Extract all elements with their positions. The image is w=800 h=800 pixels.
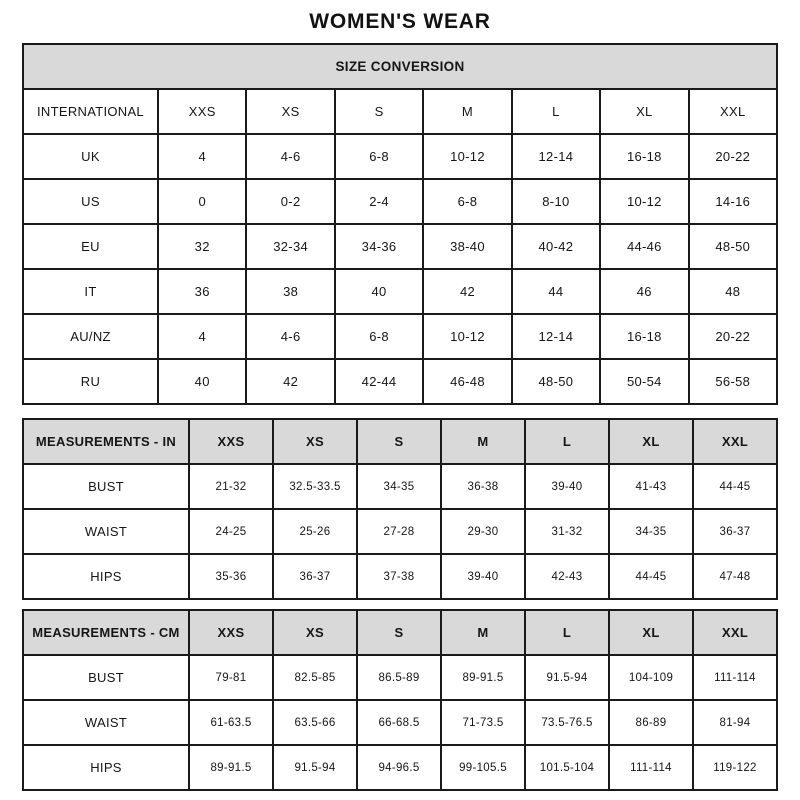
measurements-in-waist-xxl: 36-37: [693, 509, 777, 554]
size-conversion-eu-m: 38-40: [423, 224, 511, 269]
measurements-in-header-row: [23, 419, 777, 464]
size-conversion-au-nz-xs: 4-6: [246, 314, 334, 359]
measurements-in-bust-xxs: 21-32: [189, 464, 273, 509]
size-conversion-ru-l: 48-50: [512, 359, 600, 404]
size-conversion-col-header-xs: XS: [246, 89, 334, 134]
measurements-in-bust-l: 39-40: [525, 464, 609, 509]
measurements-cm-table-body: [23, 610, 777, 790]
size-conversion-us-xl: 10-12: [600, 179, 688, 224]
measurements-in-bust-s: 34-35: [357, 464, 441, 509]
measurements-in-hips-xs: 36-37: [273, 554, 357, 599]
page-title: WOMEN'S WEAR: [309, 10, 491, 33]
size-conversion-ru-xxl: 56-58: [689, 359, 777, 404]
measurements-cm-hips-xxl: 119-122: [693, 745, 777, 790]
measurements-in-col-header-xxs: XXS: [189, 419, 273, 464]
size-conversion-au-nz-xl: 16-18: [600, 314, 688, 359]
measurements-in-table-body: [23, 419, 777, 599]
size-conversion-it-m: 42: [423, 269, 511, 314]
size-conversion-ru-s: 42-44: [335, 359, 423, 404]
size-conversion-uk-m: 10-12: [423, 134, 511, 179]
measurements-in-hips-l: 42-43: [525, 554, 609, 599]
size-conversion-uk-xxs: 4: [158, 134, 246, 179]
size-conversion-us-xxl: 14-16: [689, 179, 777, 224]
size-conversion-uk-xxl: 20-22: [689, 134, 777, 179]
measurements-cm-bust-xl: 104-109: [609, 655, 693, 700]
measurements-cm-table: [22, 609, 778, 791]
measurements-cm-row-label-waist: WAIST: [23, 700, 189, 745]
measurements-in-waist-xxs: 24-25: [189, 509, 273, 554]
size-conversion-eu-s: 34-36: [335, 224, 423, 269]
measurements-in-bust-xl: 41-43: [609, 464, 693, 509]
size-conversion-col-header-s: S: [335, 89, 423, 134]
size-conversion-row-label-uk: UK: [23, 134, 158, 179]
size-conversion-uk-s: 6-8: [335, 134, 423, 179]
size-conversion-ru-xs: 42: [246, 359, 334, 404]
measurements-in-table: [22, 418, 778, 600]
size-conversion-au-nz-l: 12-14: [512, 314, 600, 359]
measurements-in-row-label-bust: BUST: [23, 464, 189, 509]
measurements-in-col-header-xxl: XXL: [693, 419, 777, 464]
measurements-in-col-header-xl: XL: [609, 419, 693, 464]
size-conversion-it-xl: 46: [600, 269, 688, 314]
measurements-in-col-header-s: S: [357, 419, 441, 464]
measurements-cm-hips-xs: 91.5-94: [273, 745, 357, 790]
size-conversion-ru-m: 46-48: [423, 359, 511, 404]
measurements-in-hips-s: 37-38: [357, 554, 441, 599]
measurements-in-col-header-l: L: [525, 419, 609, 464]
size-conversion-row-au-nz: [23, 314, 777, 359]
size-conversion-row-label-au-nz: AU/NZ: [23, 314, 158, 359]
size-conversion-table: [22, 43, 778, 405]
size-conversion-us-l: 8-10: [512, 179, 600, 224]
size-conversion-eu-xl: 44-46: [600, 224, 688, 269]
measurements-cm-bust-xxs: 79-81: [189, 655, 273, 700]
measurements-cm-waist-m: 71-73.5: [441, 700, 525, 745]
size-conversion-table-body: [23, 44, 777, 404]
size-conversion-row-label-us: US: [23, 179, 158, 224]
size-conversion-it-xxs: 36: [158, 269, 246, 314]
size-conversion-eu-xxl: 48-50: [689, 224, 777, 269]
measurements-cm-bust-xxl: 111-114: [693, 655, 777, 700]
size-conversion-eu-xs: 32-34: [246, 224, 334, 269]
measurements-in-col-header-m: M: [441, 419, 525, 464]
size-conversion-row-it: [23, 269, 777, 314]
size-conversion-it-s: 40: [335, 269, 423, 314]
size-conversion-uk-xl: 16-18: [600, 134, 688, 179]
size-conversion-au-nz-s: 6-8: [335, 314, 423, 359]
measurements-cm-waist-l: 73.5-76.5: [525, 700, 609, 745]
measurements-cm-hips-xl: 111-114: [609, 745, 693, 790]
size-conversion-ru-xxs: 40: [158, 359, 246, 404]
measurements-cm-col-header-l: L: [525, 610, 609, 655]
size-conversion-col-header-xxs: XXS: [158, 89, 246, 134]
measurements-in-row-waist: [23, 509, 777, 554]
measurements-in-waist-s: 27-28: [357, 509, 441, 554]
measurements-cm-row-bust: [23, 655, 777, 700]
measurements-in-waist-m: 29-30: [441, 509, 525, 554]
measurements-in-row-hips: [23, 554, 777, 599]
measurements-cm-hips-s: 94-96.5: [357, 745, 441, 790]
measurements-in-bust-xxl: 44-45: [693, 464, 777, 509]
size-conversion-eu-l: 40-42: [512, 224, 600, 269]
size-conversion-us-xxs: 0: [158, 179, 246, 224]
measurements-cm-waist-s: 66-68.5: [357, 700, 441, 745]
size-conversion-us-m: 6-8: [423, 179, 511, 224]
size-conversion-col-header-l: L: [512, 89, 600, 134]
measurements-cm-col-header-xs: XS: [273, 610, 357, 655]
measurements-in-header-label: MEASUREMENTS - IN: [23, 419, 189, 464]
measurements-cm-bust-xs: 82.5-85: [273, 655, 357, 700]
size-conversion-row-eu: [23, 224, 777, 269]
size-conversion-us-xs: 0-2: [246, 179, 334, 224]
measurements-cm-hips-m: 99-105.5: [441, 745, 525, 790]
size-conversion-au-nz-xxs: 4: [158, 314, 246, 359]
size-conversion-it-xxl: 48: [689, 269, 777, 314]
measurements-cm-col-header-xxl: XXL: [693, 610, 777, 655]
size-conversion-col-header-m: M: [423, 89, 511, 134]
size-conversion-row-ru: [23, 359, 777, 404]
size-conversion-au-nz-xxl: 20-22: [689, 314, 777, 359]
measurements-in-hips-xxl: 47-48: [693, 554, 777, 599]
measurements-cm-bust-s: 86.5-89: [357, 655, 441, 700]
measurements-in-waist-xl: 34-35: [609, 509, 693, 554]
size-conversion-row-label-ru: RU: [23, 359, 158, 404]
measurements-in-hips-xxs: 35-36: [189, 554, 273, 599]
measurements-cm-waist-xxs: 61-63.5: [189, 700, 273, 745]
measurements-cm-bust-m: 89-91.5: [441, 655, 525, 700]
measurements-in-row-bust: [23, 464, 777, 509]
measurements-in-bust-xs: 32.5-33.5: [273, 464, 357, 509]
size-conversion-row-us: [23, 179, 777, 224]
measurements-in-waist-xs: 25-26: [273, 509, 357, 554]
size-conversion-row-uk: [23, 134, 777, 179]
size-conversion-eu-xxs: 32: [158, 224, 246, 269]
size-conversion-header-label: INTERNATIONAL: [23, 89, 158, 134]
size-conversion-uk-xs: 4-6: [246, 134, 334, 179]
measurements-cm-row-label-bust: BUST: [23, 655, 189, 700]
measurements-cm-waist-xxl: 81-94: [693, 700, 777, 745]
size-conversion-it-xs: 38: [246, 269, 334, 314]
measurements-cm-hips-xxs: 89-91.5: [189, 745, 273, 790]
size-conversion-row-label-it: IT: [23, 269, 158, 314]
measurements-in-hips-xl: 44-45: [609, 554, 693, 599]
measurements-cm-header-label: MEASUREMENTS - CM: [23, 610, 189, 655]
size-conversion-col-header-xl: XL: [600, 89, 688, 134]
measurements-cm-col-header-s: S: [357, 610, 441, 655]
size-conversion-au-nz-m: 10-12: [423, 314, 511, 359]
size-conversion-banner-row: [23, 44, 777, 89]
size-conversion-banner-label: SIZE CONVERSION: [23, 44, 777, 89]
measurements-cm-waist-xs: 63.5-66: [273, 700, 357, 745]
size-conversion-uk-l: 12-14: [512, 134, 600, 179]
size-conversion-ru-xl: 50-54: [600, 359, 688, 404]
measurements-cm-col-header-xl: XL: [609, 610, 693, 655]
measurements-in-col-header-xs: XS: [273, 419, 357, 464]
measurements-in-row-label-waist: WAIST: [23, 509, 189, 554]
measurements-in-hips-m: 39-40: [441, 554, 525, 599]
measurements-in-bust-m: 36-38: [441, 464, 525, 509]
measurements-cm-col-header-xxs: XXS: [189, 610, 273, 655]
measurements-cm-row-waist: [23, 700, 777, 745]
size-conversion-row-label-eu: EU: [23, 224, 158, 269]
size-conversion-col-header-xxl: XXL: [689, 89, 777, 134]
measurements-cm-row-label-hips: HIPS: [23, 745, 189, 790]
size-conversion-it-l: 44: [512, 269, 600, 314]
measurements-cm-col-header-m: M: [441, 610, 525, 655]
measurements-cm-hips-l: 101.5-104: [525, 745, 609, 790]
size-conversion-us-s: 2-4: [335, 179, 423, 224]
measurements-in-row-label-hips: HIPS: [23, 554, 189, 599]
measurements-in-waist-l: 31-32: [525, 509, 609, 554]
size-conversion-header-row: [23, 89, 777, 134]
measurements-cm-header-row: [23, 610, 777, 655]
measurements-cm-waist-xl: 86-89: [609, 700, 693, 745]
measurements-cm-row-hips: [23, 745, 777, 790]
measurements-cm-bust-l: 91.5-94: [525, 655, 609, 700]
